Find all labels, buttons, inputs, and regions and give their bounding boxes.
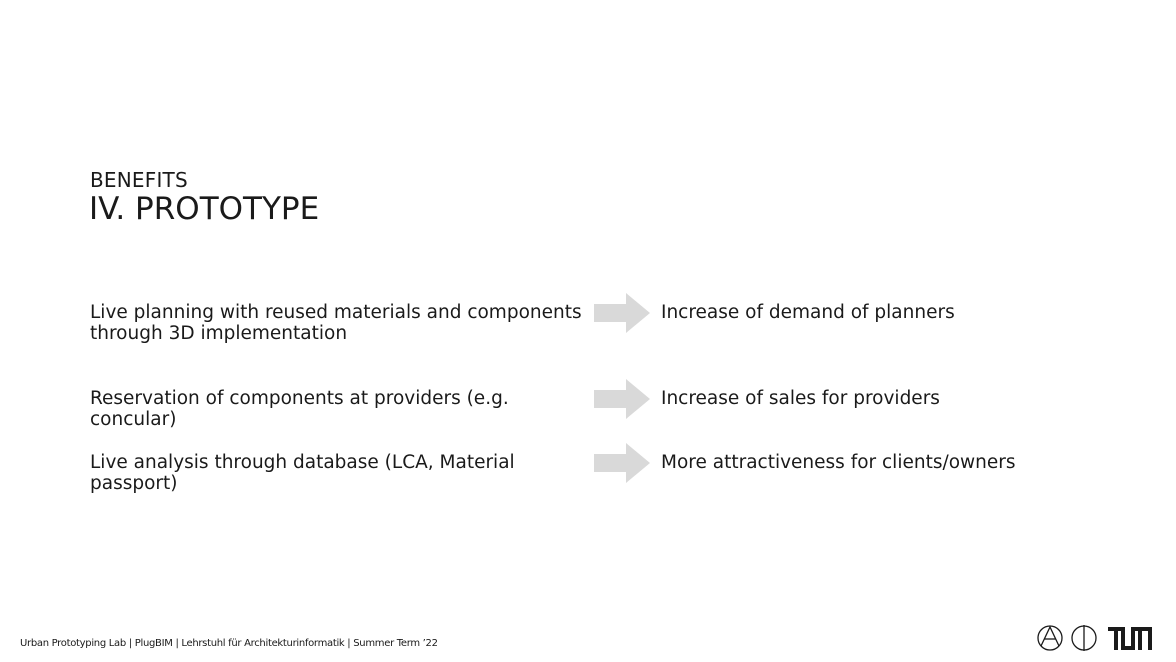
section-subtitle: BENEFITS bbox=[90, 168, 188, 192]
benefit-cause-text: Reservation of components at providers (e.g. concular) bbox=[90, 388, 509, 430]
footer-logos bbox=[1036, 624, 1156, 654]
slide-title: IV. PROTOTYPE bbox=[89, 191, 320, 227]
right-arrow-icon bbox=[594, 293, 650, 333]
benefit-effect-text: More attractiveness for clients/owners bbox=[661, 452, 1016, 473]
benefit-cause-text: Live planning with reused materials and components through 3D implementation bbox=[90, 302, 582, 344]
tum-logo-icon bbox=[1108, 627, 1152, 650]
footer-text: Urban Prototyping Lab | PlugBIM | Lehrstuhl für Architekturinformatik | Summer Term ’22 bbox=[20, 638, 438, 649]
benefit-effect-text: Increase of demand of planners bbox=[661, 302, 955, 323]
benefit-effect-text: Increase of sales for providers bbox=[661, 388, 940, 409]
right-arrow-icon bbox=[594, 443, 650, 483]
compass-circle-logo-icon bbox=[1038, 626, 1062, 650]
line-circle-logo-icon bbox=[1072, 625, 1096, 651]
benefit-cause-text: Live analysis through database (LCA, Material passport) bbox=[90, 452, 515, 494]
right-arrow-icon bbox=[594, 379, 650, 419]
